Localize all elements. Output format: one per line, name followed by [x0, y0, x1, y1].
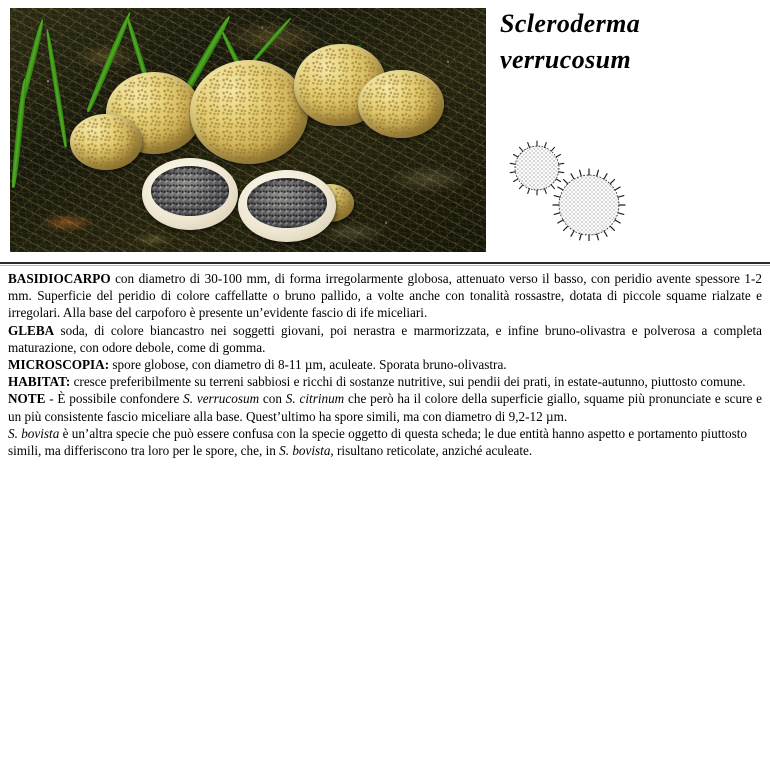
confronto-species-bovista-second: S. bovista: [279, 443, 331, 459]
confronto-species-bovista-first: S. bovista: [8, 425, 60, 441]
spore-drawing-svg: [500, 126, 650, 241]
note-text-part1: - È possibile confondere: [45, 391, 184, 407]
gleba-surface: [247, 178, 327, 228]
header-area: [0, 0, 770, 262]
gleba-surface: [151, 166, 230, 216]
species-photograph: [10, 8, 486, 252]
fruiting-body: [70, 114, 142, 170]
heading-note: NOTE: [8, 391, 46, 407]
confronto-text-part1: è un’altra specie che può essere confusa con la specie oggetto di questa scheda; le due entità hanno aspetto e portamento piuttosto simili, ma differiscono tra loro per le spore, che, in: [8, 425, 748, 459]
spore-small: [510, 141, 564, 195]
paragraph-gleba: [8, 322, 762, 356]
heading-gleba: GLEBA: [8, 322, 55, 338]
paragraph-confronto: [8, 425, 762, 459]
heading-habitat: HABITAT:: [8, 374, 71, 390]
description-text: [0, 270, 770, 459]
note-text-part3: che però ha il colore della superficie giallo, squame più pronunciate e scure e un più consistente fascio miceliare alla base. Quest’ultimo ha spore simili, ma con diametro di 9,2-12 µm.: [8, 391, 762, 424]
horizontal-rule: [0, 262, 770, 266]
species-title: [500, 6, 764, 78]
paragraph-microscopia: [8, 356, 762, 373]
fruiting-body: [190, 60, 308, 164]
sectioned-fruiting-body: [238, 170, 336, 242]
spore-large: [553, 169, 625, 241]
genus-name: Scleroderma: [500, 9, 641, 38]
heading-basidiocarpo: BASIDIOCARPO: [8, 271, 111, 286]
paragraph-basidiocarpo: [8, 270, 762, 322]
text-microscopia: spore globose, con diametro di 8-11 µm, aculeate. Sporata bruno-olivastra.: [109, 357, 507, 373]
paragraph-habitat: [8, 373, 762, 390]
text-habitat: cresce preferibilmente su terreni sabbiosi e ricchi di sostanze nutritive, sui pendii dei prati, in estate-autunno, piuttosto comune.: [70, 374, 746, 390]
note-species-citrinum: S. citrinum: [285, 391, 345, 407]
note-text-part2: con: [259, 391, 286, 407]
note-species-verrucosum: S. verrucosum: [183, 391, 260, 407]
species-epithet: verrucosum: [500, 45, 632, 74]
fruiting-body: [358, 70, 444, 138]
text-basidiocarpo: con diametro di 30-100 mm, di forma irregolarmente globosa, attenuato verso il basso, con peridio avente spessore 1-2 mm. Superficie del peridio di colore caffellatte o bruno pallido, a volte anche con tonalità rossastre, dotata di piccole squame rialzate e irregolari. Alla base del carpoforo è presente un’evidente fascio di ife miceliari.: [8, 271, 762, 321]
paragraph-note: [8, 390, 762, 424]
confronto-text-part2: , risultano reticolate, anziché aculeate.: [330, 443, 533, 459]
spore-drawing: [500, 126, 650, 241]
heading-microscopia: MICROSCOPIA:: [8, 357, 110, 373]
text-gleba: soda, di colore biancastro nei soggetti giovani, poi nerastra e marmorizzata, e infine bruno-olivastra e polverosa a completa maturazione, con odore debole, come di gomma.: [8, 322, 762, 355]
sectioned-fruiting-body: [142, 158, 238, 230]
